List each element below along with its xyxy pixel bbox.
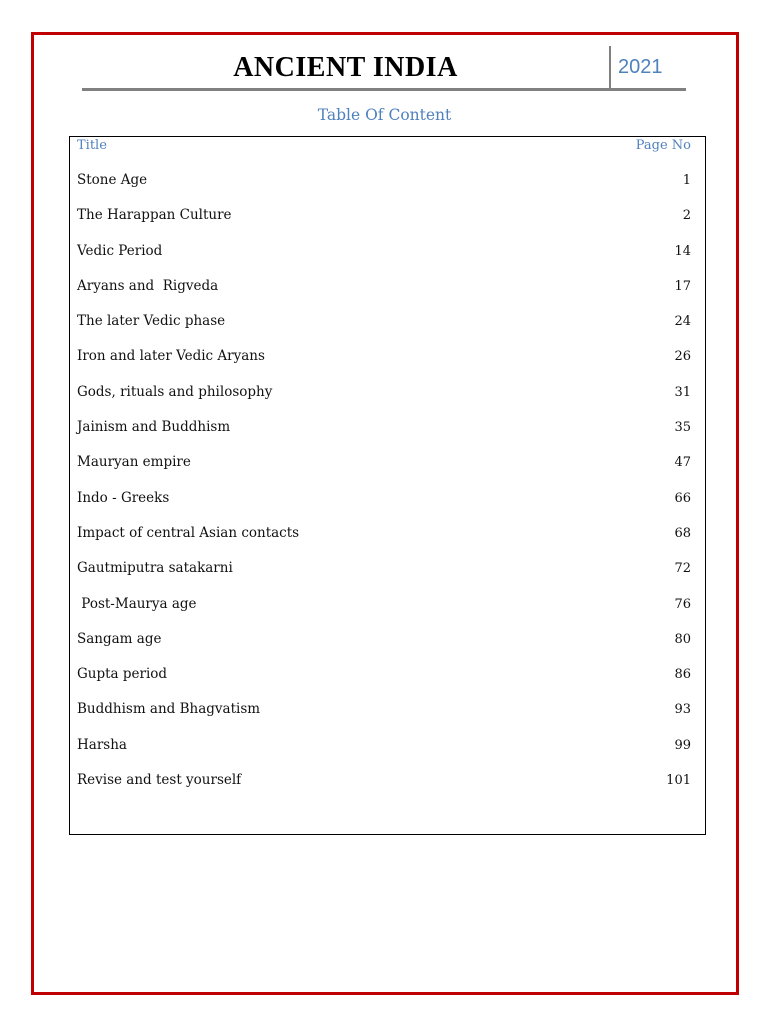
toc-entry-title: Aryans and Rigveda (77, 277, 219, 294)
toc-entry-title: Buddhism and Bhagvatism (77, 701, 261, 718)
toc-entry-page-number: 101 (666, 773, 691, 789)
toc-entry[interactable] (77, 596, 691, 631)
toc-entry-page-number: 76 (674, 596, 691, 612)
toc-entry-page-number: 1 (682, 173, 691, 188)
toc-entry-title: Vedic Period (77, 242, 163, 259)
toc-entries (77, 172, 691, 807)
toc-entry-title: Stone Age (77, 172, 148, 188)
toc-entry-title: The Harappan Culture (77, 207, 232, 224)
toc-entry-page-number: 35 (674, 420, 691, 436)
toc-entry[interactable] (77, 737, 691, 772)
toc-entry-title: Jainism and Buddhism (77, 419, 231, 436)
toc-entry[interactable] (77, 207, 691, 242)
toc-entry[interactable] (77, 454, 691, 489)
toc-entry-title: Harsha (77, 736, 127, 753)
toc-entry[interactable] (77, 243, 691, 278)
toc-entry[interactable] (77, 172, 691, 207)
toc-entry[interactable] (77, 772, 691, 807)
column-page-header: Page No (635, 138, 691, 153)
toc-entry-page-number: 26 (674, 349, 691, 365)
column-title-header: Title (77, 138, 107, 153)
toc-entry-page-number: 80 (674, 631, 691, 647)
toc-entry-title: Gautmiputra satakarni (77, 560, 233, 577)
toc-entry[interactable] (77, 419, 691, 454)
toc-entry-page-number: 24 (674, 314, 691, 330)
document-title: ANCIENT INDIA (233, 52, 458, 83)
toc-entry[interactable] (77, 278, 691, 313)
toc-entry[interactable] (77, 384, 691, 419)
toc-entry[interactable] (77, 560, 691, 595)
toc-entry[interactable] (77, 701, 691, 736)
toc-entry[interactable] (77, 490, 691, 525)
toc-entry-page-number: 86 (674, 667, 691, 683)
toc-entry-page-number: 72 (674, 561, 691, 577)
toc-entry-title: Iron and later Vedic Aryans (77, 348, 265, 365)
toc-entry-page-number: 66 (674, 490, 691, 506)
toc-entry-page-number: 17 (674, 278, 691, 294)
toc-entry[interactable] (77, 631, 691, 666)
toc-entry[interactable] (77, 525, 691, 560)
toc-entry-title: Impact of central Asian contacts (77, 524, 300, 541)
toc-header-row (77, 138, 691, 156)
toc-entry[interactable] (77, 313, 691, 348)
toc-entry-title: Revise and test yourself (77, 772, 242, 789)
toc-entry-title: Post-Maurya age (77, 595, 197, 612)
toc-entry-page-number: 93 (674, 702, 691, 718)
toc-entry-title: Mauryan empire (77, 454, 191, 471)
header-divider (609, 46, 611, 88)
toc-entry-page-number: 31 (674, 384, 691, 400)
toc-entry-title: Gupta period (77, 666, 168, 683)
toc-entry[interactable] (77, 666, 691, 701)
toc-entry-title: Sangam age (77, 630, 162, 647)
toc-entry-title: Indo - Greeks (77, 489, 170, 506)
toc-entry-title: Gods, rituals and philosophy (77, 383, 273, 400)
toc-entry-page-number: 14 (674, 243, 691, 259)
header-rule (82, 88, 686, 91)
toc-table (69, 136, 706, 835)
toc-heading: Table Of Content (317, 106, 452, 124)
toc-entry-page-number: 47 (674, 455, 691, 471)
toc-entry-page-number: 68 (674, 525, 691, 541)
toc-entry-title: The later Vedic phase (77, 313, 226, 330)
document-year: 2021 (618, 56, 663, 78)
toc-entry[interactable] (77, 348, 691, 383)
document-header (82, 46, 686, 90)
toc-entry-page-number: 99 (674, 737, 691, 753)
toc-entry-page-number: 2 (682, 208, 691, 224)
